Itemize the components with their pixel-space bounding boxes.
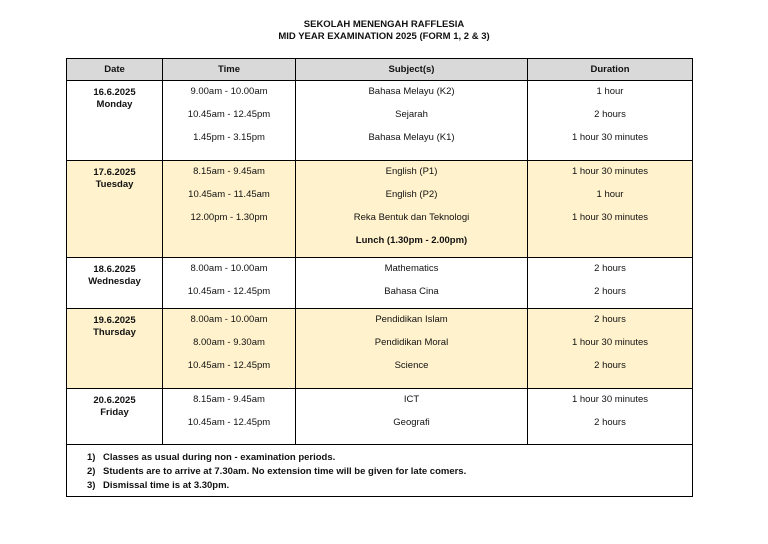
duration-value: 1 hour 30 minutes bbox=[571, 394, 649, 405]
subject-cell bbox=[296, 81, 528, 161]
notes-list bbox=[67, 445, 692, 493]
duration-value: 2 hours bbox=[594, 263, 626, 274]
subject-name: Reka Bentuk dan Teknologi bbox=[353, 212, 470, 223]
notes-row bbox=[67, 445, 693, 497]
exam-schedule-table bbox=[66, 58, 693, 497]
date-text: 20.6.2025 bbox=[93, 395, 136, 406]
subject-name: Pendidikan Moral bbox=[374, 337, 449, 348]
time-slot: 10.45am - 12.45pm bbox=[187, 360, 271, 371]
time-slot: 8.00am - 10.00am bbox=[190, 314, 268, 325]
header-row bbox=[67, 59, 693, 81]
time-cell bbox=[163, 389, 296, 445]
time-cell bbox=[163, 309, 296, 389]
time-slot: 10.45am - 12.45pm bbox=[187, 286, 271, 297]
exam-title: MID YEAR EXAMINATION 2025 (FORM 1, 2 & 3) bbox=[278, 31, 490, 42]
note-text: Dismissal time is at 3.30pm. bbox=[103, 480, 230, 491]
time-slot: 9.00am - 10.00am bbox=[190, 86, 268, 97]
subject-name: ICT bbox=[403, 394, 420, 405]
duration-cell bbox=[528, 161, 693, 258]
subject-name: Science bbox=[394, 360, 429, 371]
date-text: 16.6.2025 bbox=[93, 87, 136, 98]
subject-cell bbox=[296, 309, 528, 389]
note-number: 2) bbox=[87, 466, 96, 477]
duration-value: 1 hour 30 minutes bbox=[571, 166, 649, 177]
duration-value: 1 hour 30 minutes bbox=[571, 132, 649, 143]
subject-name: Geografi bbox=[393, 417, 430, 428]
duration-cell bbox=[528, 309, 693, 389]
day-row-monday bbox=[67, 81, 693, 161]
note-text: Students are to arrive at 7.30am. No extension time will be given for late comers. bbox=[103, 466, 467, 477]
date-text: 19.6.2025 bbox=[93, 315, 136, 326]
subject-name: English (P1) bbox=[385, 166, 438, 177]
subject-name: Sejarah bbox=[395, 109, 428, 120]
subject-cell bbox=[296, 258, 528, 309]
weekday-text: Tuesday bbox=[95, 179, 134, 190]
time-slot: 1.45pm - 3.15pm bbox=[193, 132, 265, 143]
weekday-text: Wednesday bbox=[88, 276, 141, 287]
duration-value: 2 hours bbox=[594, 417, 626, 428]
date-cell bbox=[67, 81, 163, 161]
duration-value: 2 hours bbox=[594, 286, 626, 297]
duration-cell bbox=[528, 81, 693, 161]
time-slot: 8.15am - 9.45am bbox=[193, 166, 265, 177]
duration-value: 1 hour bbox=[596, 189, 624, 200]
subject-name: Pendidikan Islam bbox=[375, 314, 448, 325]
subject-name: Bahasa Cina bbox=[384, 286, 439, 297]
school-name: SEKOLAH MENENGAH RAFFLESIA bbox=[303, 19, 465, 30]
time-slot: 8.15am - 9.45am bbox=[193, 394, 265, 405]
subject-name: Bahasa Melayu (K2) bbox=[368, 86, 455, 97]
duration-value: 1 hour bbox=[596, 86, 624, 97]
date-cell bbox=[67, 309, 163, 389]
time-slot: 8.00am - 10.00am bbox=[190, 263, 268, 274]
subject-name: Mathematics bbox=[384, 263, 439, 274]
weekday-text: Monday bbox=[96, 99, 133, 110]
note-item bbox=[87, 465, 692, 479]
notes-cell bbox=[67, 445, 693, 497]
duration-value: 1 hour 30 minutes bbox=[571, 212, 649, 223]
date-text: 18.6.2025 bbox=[93, 264, 136, 275]
time-slot: 12.00pm - 1.30pm bbox=[190, 212, 268, 223]
duration-value: 1 hour 30 minutes bbox=[571, 337, 649, 348]
duration-value: 2 hours bbox=[594, 109, 626, 120]
weekday-text: Thursday bbox=[93, 327, 136, 338]
note-number: 3) bbox=[87, 480, 96, 491]
subject-cell bbox=[296, 389, 528, 445]
duration-cell bbox=[528, 389, 693, 445]
column-header-duration: Duration bbox=[528, 59, 693, 81]
duration-value: 2 hours bbox=[594, 360, 626, 371]
day-row-wednesday bbox=[67, 258, 693, 309]
time-slot: 10.45am - 12.45pm bbox=[187, 417, 271, 428]
time-cell bbox=[163, 81, 296, 161]
date-text: 17.6.2025 bbox=[93, 167, 136, 178]
note-text: Classes as usual during non - examination periods. bbox=[103, 452, 336, 463]
time-cell bbox=[163, 258, 296, 309]
day-row-tuesday bbox=[67, 161, 693, 258]
note-number: 1) bbox=[87, 452, 96, 463]
note-item bbox=[87, 451, 692, 465]
date-cell bbox=[67, 389, 163, 445]
time-slot: 8.00am - 9.30am bbox=[193, 337, 265, 348]
time-cell bbox=[163, 161, 296, 258]
time-slot: 10.45am - 11.45am bbox=[188, 189, 270, 200]
day-row-friday bbox=[67, 389, 693, 445]
time-slot: 10.45am - 12.45pm bbox=[187, 109, 271, 120]
day-row-thursday bbox=[67, 309, 693, 389]
lunch-break: Lunch (1.30pm - 2.00pm) bbox=[355, 235, 468, 246]
date-cell bbox=[67, 258, 163, 309]
weekday-text: Friday bbox=[100, 407, 129, 418]
note-item bbox=[87, 479, 692, 493]
date-cell bbox=[67, 161, 163, 258]
duration-value: 2 hours bbox=[594, 314, 626, 325]
subject-cell bbox=[296, 161, 528, 258]
column-header-date: Date bbox=[67, 59, 163, 81]
duration-cell bbox=[528, 258, 693, 309]
subject-name: Bahasa Melayu (K1) bbox=[368, 132, 455, 143]
subject-name: English (P2) bbox=[385, 189, 438, 200]
column-header-time: Time bbox=[163, 59, 296, 81]
column-header-subjects: Subject(s) bbox=[296, 59, 528, 81]
